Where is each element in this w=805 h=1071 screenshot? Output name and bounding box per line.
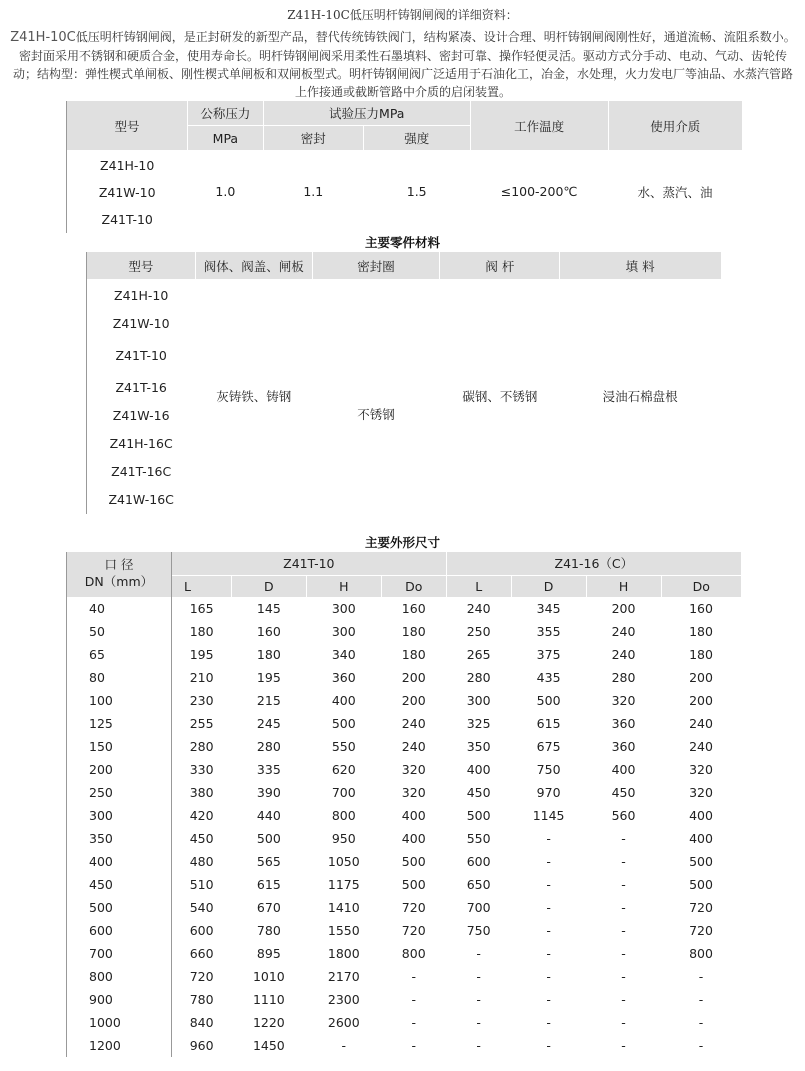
dimensions-cell-l2: 500: [466, 808, 491, 823]
dimensions-cell-dn: 40: [67, 597, 172, 620]
dimensions-cell-l2: -: [476, 946, 481, 961]
dimensions-cell-d2: 435: [536, 670, 561, 685]
dimensions-cell-h1: -: [341, 1038, 347, 1053]
dimensions-cell-dn: 1000: [67, 1011, 172, 1034]
dimensions-cell-l1: 510: [189, 877, 214, 892]
table-row: [67, 666, 742, 689]
materials-body-value: 灰铸铁、铸钢: [216, 389, 292, 404]
dimensions-cell-dn: 800: [67, 965, 172, 988]
dimensions-cell-h1: 800: [331, 808, 356, 823]
dimensions-cell-l1: 330: [189, 762, 214, 777]
params-header-temperature: 工作温度: [470, 101, 608, 150]
dimensions-cell-do1: 180: [401, 624, 426, 639]
dimensions-cell-do2: 200: [689, 693, 713, 708]
dimensions-cell-do2: 200: [689, 670, 713, 685]
dimensions-cell-l2: 265: [466, 647, 491, 662]
dimensions-cell-d2: -: [546, 1038, 551, 1053]
dimensions-cell-h2: 360: [611, 739, 636, 754]
table-row: [67, 919, 742, 942]
table-row: [67, 988, 742, 1011]
table-row: [67, 1034, 742, 1057]
dimensions-cell-h1: 620: [331, 762, 356, 777]
params-header-unit: MPa: [187, 126, 263, 151]
dimensions-cell-l1: 255: [189, 716, 214, 731]
dimensions-cell-dn: 600: [67, 919, 172, 942]
dimensions-cell-do1: 320: [401, 762, 426, 777]
dimensions-cell-l2: 750: [466, 923, 491, 938]
dimensions-cell-dn: 900: [67, 988, 172, 1011]
materials-model: Z41T-16: [115, 380, 167, 395]
dimensions-cell-h2: 240: [611, 624, 636, 639]
dimensions-cell-l2: 325: [466, 716, 491, 731]
dimensions-cell-d2: 500: [536, 693, 561, 708]
dimensions-cell-h2: 400: [611, 762, 636, 777]
materials-model: Z41W-16C: [108, 492, 174, 507]
dimensions-cell-h2: 200: [611, 601, 636, 616]
intro-line-1: 低压明杆铸钢闸阀，是正封研发的新型产品，替代传统铸铁阀门，结构紧凑、设计合理、明杆铸钢闸阀刚性好，通道流畅、流阻系数小。: [75, 30, 796, 44]
dimensions-cell-h2: 450: [611, 785, 636, 800]
dimensions-cell-d2: 615: [536, 716, 561, 731]
dimensions-cell-d1: 1010: [252, 969, 285, 984]
dimensions-cell-do1: 800: [401, 946, 426, 961]
dimensions-cell-l2: 450: [466, 785, 491, 800]
dimensions-cell-h2: -: [621, 900, 626, 915]
dimensions-cell-h1: 950: [331, 831, 356, 846]
dimensions-header-group2: Z41-16（C）: [446, 552, 741, 575]
dimensions-cell-h2: -: [621, 854, 626, 869]
dimensions-cell-d2: -: [546, 992, 551, 1007]
params-header-test: 试验压力MPa: [263, 101, 470, 126]
dimensions-cell-h2: -: [621, 1015, 626, 1030]
dimensions-cell-h1: 300: [331, 624, 356, 639]
dimensions-cell-d1: 895: [256, 946, 281, 961]
dimensions-cell-do1: 200: [401, 670, 426, 685]
dimensions-header-do: Do: [661, 575, 741, 597]
dimensions-cell-h1: 1800: [327, 946, 360, 961]
dimensions-cell-h1: 550: [331, 739, 356, 754]
table-row: [67, 896, 742, 919]
dimensions-cell-dn: 350: [67, 827, 172, 850]
params-temperature-value: ≤100-200℃: [500, 184, 578, 199]
dimensions-cell-d2: -: [546, 946, 551, 961]
dimensions-cell-do1: 400: [401, 808, 426, 823]
dimensions-cell-h1: 500: [331, 716, 356, 731]
dimensions-cell-l2: 600: [466, 854, 491, 869]
dimensions-cell-d1: 160: [256, 624, 281, 639]
params-model: Z41W-10: [98, 184, 156, 200]
dimensions-cell-do2: 240: [689, 716, 713, 731]
dimensions-header-h: H: [586, 575, 661, 597]
dimensions-cell-h2: -: [621, 946, 626, 961]
page-title: Z41H-10C低压明杆铸钢闸阀的详细资料：: [287, 8, 518, 22]
dimensions-cell-do1: 240: [401, 716, 426, 731]
dimensions-cell-l1: 195: [189, 647, 214, 662]
dimensions-cell-do2: 180: [689, 647, 713, 662]
dimensions-cell-d2: 970: [536, 785, 561, 800]
materials-models-cell: [87, 279, 196, 514]
dimensions-cell-dn: 150: [67, 735, 172, 758]
dimensions-cell-h2: 240: [611, 647, 636, 662]
dimensions-cell-do1: 720: [401, 923, 426, 938]
dimensions-cell-d1: 335: [256, 762, 281, 777]
dimensions-header-d: D: [231, 575, 306, 597]
dimensions-cell-do1: 500: [401, 877, 426, 892]
materials-header-model: 型号: [87, 252, 196, 279]
dimensions-cell-dn: 400: [67, 850, 172, 873]
dimensions-cell-l2: -: [476, 1015, 481, 1030]
dimensions-cell-dn: 125: [67, 712, 172, 735]
dimensions-cell-do1: 200: [401, 693, 426, 708]
dimensions-cell-dn: 50: [67, 620, 172, 643]
materials-model: Z41H-10: [114, 288, 169, 303]
materials-header-body: 阀体、阀盖、闸板: [195, 252, 312, 279]
dimensions-cell-d1: 1220: [252, 1015, 285, 1030]
intro-paragraph: [10, 28, 796, 101]
materials-model: Z41T-16C: [111, 464, 172, 479]
dimensions-cell-d1: 440: [256, 808, 281, 823]
table-row: [67, 873, 742, 896]
dimensions-cell-l2: -: [476, 969, 481, 984]
materials-seal-value: 不锈钢: [357, 407, 395, 422]
dimensions-cell-d2: -: [546, 831, 551, 846]
dimensions-cell-l1: 780: [189, 992, 214, 1007]
dimensions-cell-d2: -: [546, 1015, 551, 1030]
table-row: [67, 712, 742, 735]
dimensions-cell-dn: 700: [67, 942, 172, 965]
dimensions-cell-dn: 300: [67, 804, 172, 827]
dimensions-header-d: D: [511, 575, 586, 597]
params-strength-value: 1.5: [406, 184, 427, 199]
dimensions-cell-do2: 500: [689, 854, 713, 869]
dimensions-table: [66, 552, 741, 1057]
dimensions-cell-l1: 480: [189, 854, 214, 869]
dimensions-cell-do2: -: [698, 969, 704, 984]
dimensions-cell-do1: -: [411, 969, 416, 984]
table-row: [67, 620, 742, 643]
dimensions-cell-l1: 380: [189, 785, 214, 800]
table-row: [67, 850, 742, 873]
params-header-nominal: 公称压力: [187, 101, 263, 126]
dimensions-cell-l1: 600: [189, 923, 214, 938]
params-table: [66, 101, 742, 233]
dimensions-cell-h2: -: [621, 831, 626, 846]
materials-model: Z41H-16C: [109, 436, 173, 451]
dimensions-cell-h2: 560: [611, 808, 636, 823]
dimensions-cell-l1: 210: [189, 670, 214, 685]
dimensions-cell-d2: -: [546, 900, 551, 915]
dimensions-cell-h1: 2600: [327, 1015, 360, 1030]
dimensions-cell-dn: 500: [67, 896, 172, 919]
intro-line-3: 动；结构型：弹性楔式单闸板、刚性楔式单闸板和双闸板型式。明杆铸钢闸阀广泛适用于石油化工，冶金，水处理，火力发电厂等油品、水蒸汽管路: [12, 67, 793, 81]
dimensions-cell-do1: -: [411, 992, 416, 1007]
dimensions-cell-h1: 1175: [327, 877, 360, 892]
dimensions-cell-do1: -: [411, 1038, 416, 1053]
dimensions-cell-l1: 420: [189, 808, 214, 823]
dimensions-cell-l1: 840: [189, 1015, 214, 1030]
dimensions-cell-l2: 250: [466, 624, 491, 639]
params-models-cell: [67, 150, 188, 233]
dimensions-cell-h1: 300: [331, 601, 356, 616]
materials-model: Z41T-10: [115, 348, 167, 363]
dimensions-cell-d1: 215: [256, 693, 281, 708]
dimensions-cell-l1: 450: [189, 831, 214, 846]
dimensions-cell-do2: -: [698, 992, 704, 1007]
dimensions-cell-h2: -: [621, 923, 626, 938]
dimensions-cell-d2: 675: [536, 739, 561, 754]
dimensions-header-bore: 口 径: [67, 552, 172, 575]
materials-model: Z41W-16: [112, 408, 170, 423]
dimensions-cell-l2: 300: [466, 693, 491, 708]
dimensions-cell-do2: 720: [689, 900, 713, 915]
params-header-seal: 密封: [263, 126, 363, 151]
dimensions-cell-l2: 650: [466, 877, 491, 892]
dimensions-cell-h1: 1550: [327, 923, 360, 938]
dimensions-cell-dn: 65: [67, 643, 172, 666]
dimensions-cell-d1: 245: [256, 716, 281, 731]
dimensions-cell-h1: 2170: [327, 969, 360, 984]
dimensions-cell-dn: 1200: [67, 1034, 172, 1057]
dimensions-cell-h2: -: [621, 1038, 626, 1053]
materials-stem-value: 碳钢、不锈钢: [462, 389, 538, 404]
materials-header-seal: 密封圈: [312, 252, 440, 279]
table-row: [67, 804, 742, 827]
dimensions-cell-h1: 2300: [327, 992, 360, 1007]
dimensions-cell-do1: 400: [401, 831, 426, 846]
dimensions-cell-do1: 160: [401, 601, 426, 616]
dimensions-cell-l2: 550: [466, 831, 491, 846]
dimensions-cell-l1: 180: [189, 624, 214, 639]
table-row: [67, 689, 742, 712]
materials-header-packing: 填 料: [560, 252, 721, 279]
dimensions-header-do: Do: [381, 575, 446, 597]
dimensions-cell-d1: 390: [256, 785, 281, 800]
materials-table: [86, 252, 721, 514]
dimensions-cell-do2: 320: [689, 762, 713, 777]
dimensions-cell-h2: -: [621, 992, 626, 1007]
dimensions-cell-d2: 1145: [532, 808, 565, 823]
params-header-medium: 使用介质: [608, 101, 742, 150]
dimensions-body: [67, 597, 742, 1057]
dimensions-cell-l2: -: [476, 992, 481, 1007]
intro-model: Z41H-10C: [10, 30, 76, 45]
dimensions-cell-l2: 400: [466, 762, 491, 777]
params-seal-value: 1.1: [303, 184, 324, 199]
dimensions-cell-dn: 200: [67, 758, 172, 781]
dimensions-cell-l2: 350: [466, 739, 491, 754]
dimensions-cell-dn: 100: [67, 689, 172, 712]
table-row: [67, 643, 742, 666]
params-model: Z41T-10: [101, 211, 153, 227]
dimensions-cell-d2: -: [546, 877, 551, 892]
dimensions-cell-do2: 180: [689, 624, 713, 639]
dimensions-cell-h2: 280: [611, 670, 636, 685]
dimensions-cell-h1: 400: [331, 693, 356, 708]
dimensions-cell-h2: 320: [611, 693, 636, 708]
dimensions-cell-d2: -: [546, 969, 551, 984]
table-row: [67, 735, 742, 758]
dimensions-cell-l2: 280: [466, 670, 491, 685]
dimensions-cell-do1: 240: [401, 739, 426, 754]
intro-line-4: 上作接通或截断管路中介质的启闭装置。: [294, 85, 511, 99]
materials-packing-value: 浸油石棉盘根: [602, 389, 678, 404]
dimensions-cell-d2: -: [546, 923, 551, 938]
dimensions-cell-l1: 280: [189, 739, 214, 754]
dimensions-cell-dn: 80: [67, 666, 172, 689]
materials-model: Z41W-10: [112, 316, 170, 331]
params-model: Z41H-10: [100, 157, 155, 173]
dimensions-cell-l1: 960: [189, 1038, 214, 1053]
dimensions-cell-do1: -: [411, 1015, 416, 1030]
dimensions-cell-l1: 165: [189, 601, 214, 616]
dimensions-cell-do1: 320: [401, 785, 426, 800]
dimensions-cell-d1: 1110: [252, 992, 285, 1007]
dimensions-cell-h1: 1410: [327, 900, 360, 915]
dimensions-header-l: L: [446, 575, 511, 597]
materials-header-stem: 阀 杆: [440, 252, 560, 279]
dimensions-cell-do2: -: [698, 1038, 704, 1053]
table-row: [67, 1011, 742, 1034]
dimensions-section-title: 主要外形尺寸: [364, 535, 440, 550]
dimensions-cell-d2: -: [546, 854, 551, 869]
dimensions-cell-h2: -: [621, 877, 626, 892]
dimensions-cell-d2: 355: [536, 624, 561, 639]
dimensions-cell-d1: 145: [256, 601, 281, 616]
table-row: [67, 597, 742, 620]
intro-line-2: 密封面采用不锈钢和硬质合金，使用寿命长。明杆铸钢闸阀采用柔性石墨填料、密封可靠、操作轻便灵活。驱动方式分手动、电动、气动、齿轮传: [18, 49, 787, 63]
dimensions-cell-l2: 240: [466, 601, 491, 616]
dimensions-cell-d1: 1450: [252, 1038, 285, 1053]
dimensions-cell-do2: 400: [689, 831, 713, 846]
dimensions-cell-d1: 500: [256, 831, 281, 846]
dimensions-cell-h2: -: [621, 969, 626, 984]
params-medium-value: 水、蒸汽、油: [637, 184, 713, 200]
dimensions-cell-h1: 360: [331, 670, 356, 685]
dimensions-header-h: H: [306, 575, 381, 597]
dimensions-cell-h1: 340: [331, 647, 356, 662]
dimensions-cell-d2: 750: [536, 762, 561, 777]
dimensions-cell-dn: 250: [67, 781, 172, 804]
dimensions-cell-dn: 450: [67, 873, 172, 896]
dimensions-cell-l1: 230: [189, 693, 214, 708]
dimensions-cell-h1: 1050: [327, 854, 360, 869]
params-header-strength: 强度: [363, 126, 470, 151]
dimensions-cell-d2: 345: [536, 601, 561, 616]
dimensions-cell-do2: 720: [689, 923, 713, 938]
dimensions-cell-d1: 670: [256, 900, 281, 915]
table-row: [67, 758, 742, 781]
dimensions-cell-l1: 720: [189, 969, 214, 984]
params-nominal-value: 1.0: [215, 184, 236, 199]
table-row: [67, 781, 742, 804]
dimensions-cell-do1: 720: [401, 900, 426, 915]
dimensions-cell-l2: 700: [466, 900, 491, 915]
dimensions-cell-do2: -: [698, 1015, 704, 1030]
table-row: [67, 965, 742, 988]
materials-section-title: 主要零件材料: [364, 235, 440, 250]
params-header-model: 型号: [67, 101, 188, 150]
dimensions-cell-do2: 800: [689, 946, 713, 961]
dimensions-cell-d2: 375: [536, 647, 561, 662]
table-row: [67, 827, 742, 850]
dimensions-cell-l1: 540: [189, 900, 214, 915]
dimensions-cell-d1: 780: [256, 923, 281, 938]
dimensions-header-group1: Z41T-10: [171, 552, 446, 575]
dimensions-cell-do2: 160: [689, 601, 713, 616]
dimensions-cell-d1: 195: [256, 670, 281, 685]
dimensions-cell-do2: 320: [689, 785, 713, 800]
dimensions-cell-do2: 240: [689, 739, 713, 754]
dimensions-cell-do2: 500: [689, 877, 713, 892]
dimensions-cell-d1: 615: [256, 877, 281, 892]
dimensions-cell-h2: 360: [611, 716, 636, 731]
dimensions-header-l: L: [171, 575, 231, 597]
dimensions-cell-d1: 280: [256, 739, 281, 754]
dimensions-cell-l2: -: [476, 1038, 481, 1053]
dimensions-header-dn: DN（mm）: [67, 575, 172, 597]
dimensions-cell-do1: 500: [401, 854, 426, 869]
dimensions-cell-h1: 700: [331, 785, 356, 800]
dimensions-cell-l1: 660: [189, 946, 214, 961]
table-row: [67, 942, 742, 965]
dimensions-cell-do1: 180: [401, 647, 426, 662]
dimensions-cell-d1: 180: [256, 647, 281, 662]
dimensions-cell-do2: 400: [689, 808, 713, 823]
dimensions-cell-d1: 565: [256, 854, 281, 869]
